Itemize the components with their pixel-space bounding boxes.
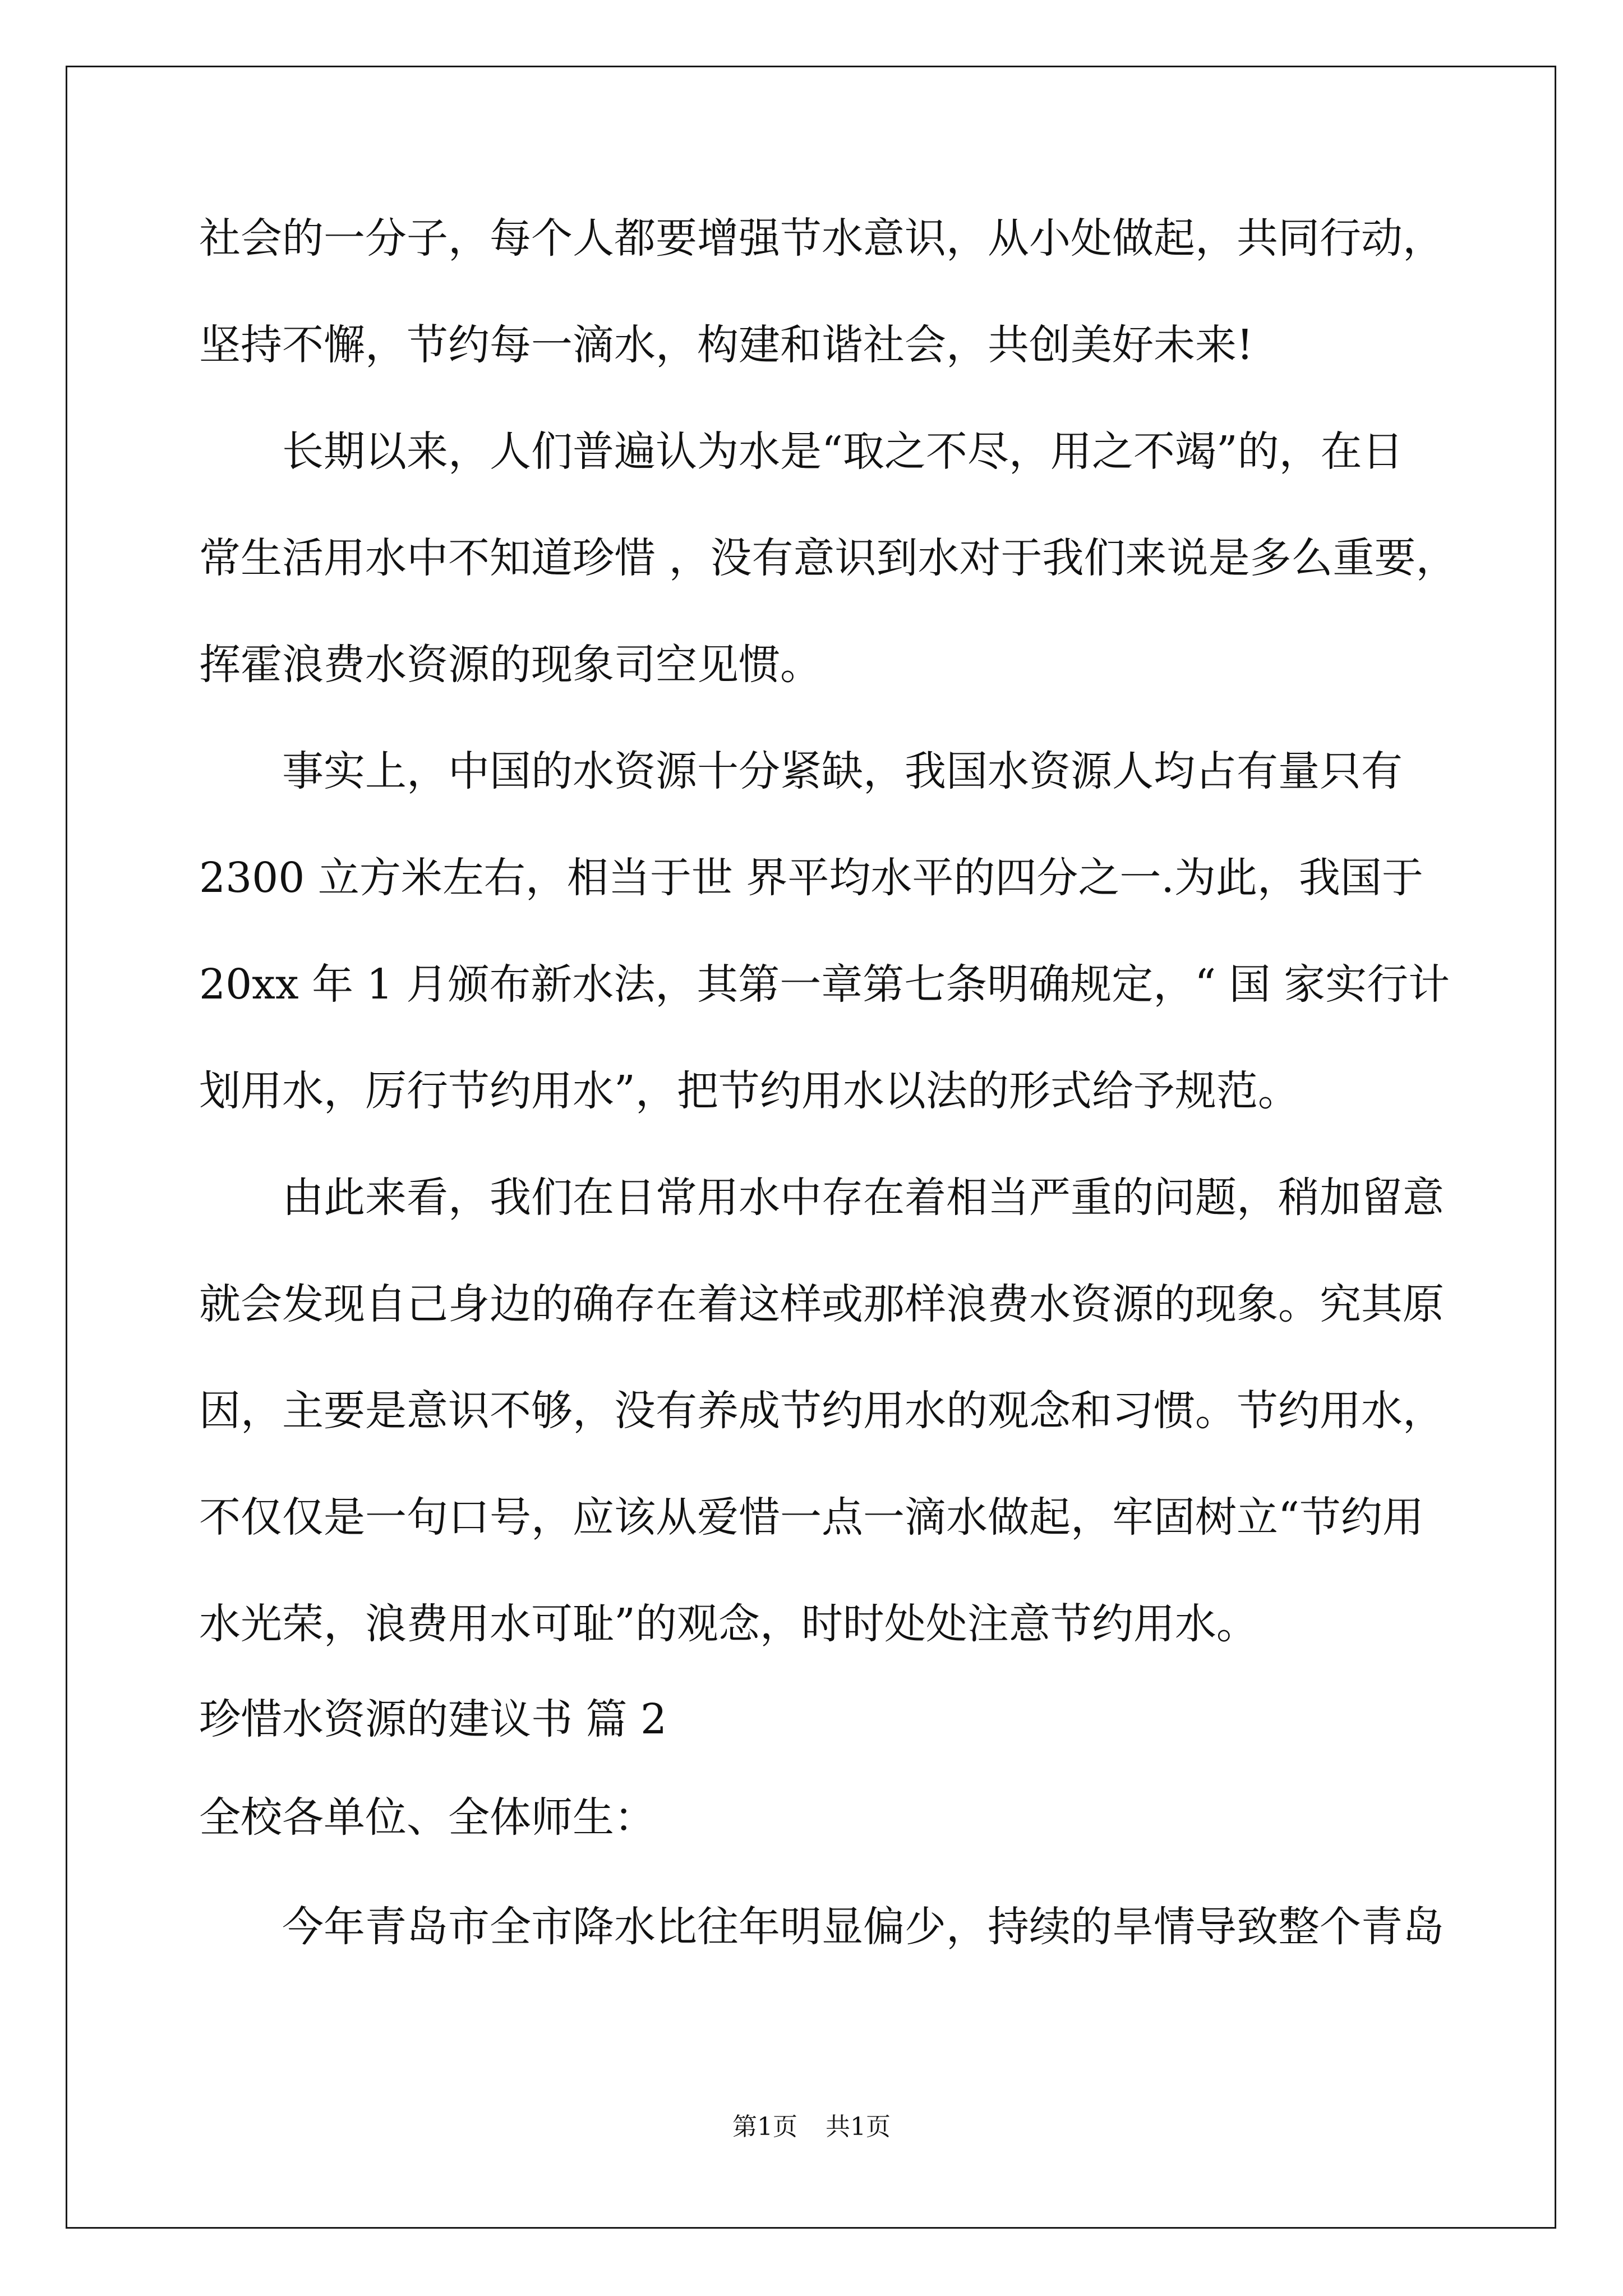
text-line: 不仅仅是一句口号，应该从爱惜一点一滴水做起，牢固树立“节约用 (199, 1493, 1424, 1542)
text-line: 因，主要是意识不够，没有养成节约用水的观念和习惯。节约用水， (199, 1387, 1444, 1435)
text-line: 坚持不懈，节约每一滴水，构建和谐社会，共创美好未来! (199, 321, 1253, 369)
text-line: 水光荣，浪费用水可耻”的观念，时时处处注意节约用水。 (199, 1600, 1258, 1648)
paragraph-start-line: 今年青岛市全市降水比往年明显偏少，持续的旱情导致整个青岛 (282, 1903, 1444, 1951)
text-line: 挥霍浪费水资源的现象司空见惯。 (199, 641, 822, 689)
text-line: 划用水，厉行节约用水”，把节约用水以法的形式给予规范。 (199, 1067, 1299, 1115)
salutation-line: 全校各单位、全体师生： (199, 1793, 656, 1842)
page-total: 共1页 (826, 2113, 891, 2141)
text-line: 20xx 年 1 月颁布新水法，其第一章第七条明确规定，“ 国 家实行计 (199, 960, 1450, 1009)
paragraph-start-line: 长期以来，人们普遍认为水是“取之不尽，用之不竭”的，在日 (282, 427, 1404, 476)
text-line: 常生活用水中不知道珍惜 ，没有意识到水对于我们来说是多么重要， (199, 534, 1458, 582)
page-footer (0, 2106, 1623, 2142)
section-heading: 珍惜水资源的建议书 篇 2 (199, 1695, 667, 1743)
page-number: 第1页 (732, 2113, 797, 2141)
paragraph-start-line: 由此来看，我们在日常用水中存在着相当严重的问题，稍加留意 (282, 1174, 1444, 1222)
text-line: 2300 立方米左右，相当于世 界平均水平的四分之一.为此，我国于 (199, 854, 1423, 902)
paragraph-start-line: 事实上，中国的水资源十分紧缺，我国水资源人均占有量只有 (282, 747, 1403, 795)
text-line: 社会的一分子，每个人都要增强节水意识，从小处做起，共同行动， (199, 214, 1444, 263)
text-line: 就会发现自己身边的确存在着这样或那样浪费水资源的现象。究其原 (199, 1280, 1444, 1328)
document-body (199, 185, 1458, 1980)
